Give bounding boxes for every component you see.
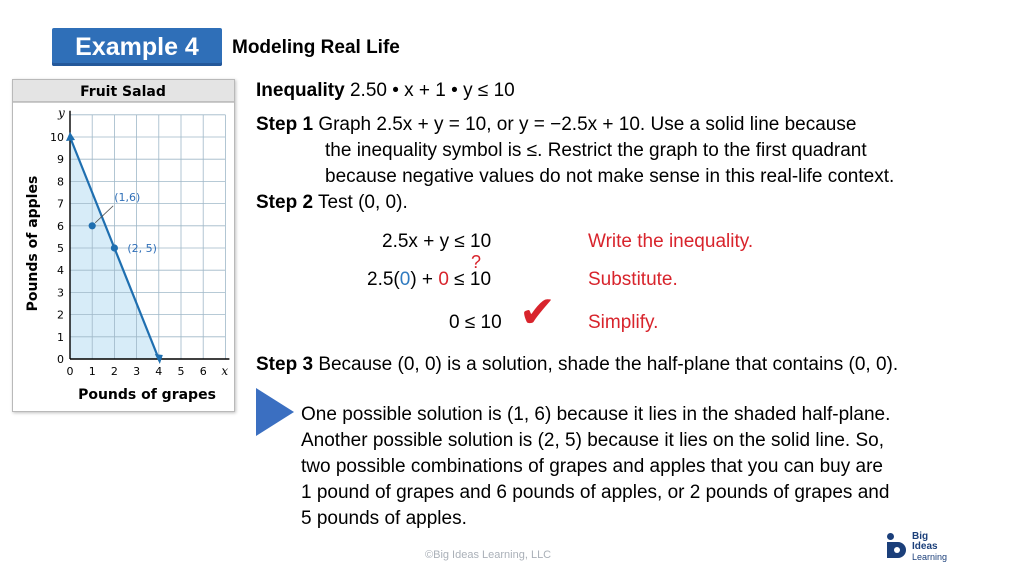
step1-label: Step 1 [256,114,314,135]
y-tick-label: 7 [57,197,64,211]
x-tick-label: 5 [177,365,185,378]
step3 [256,352,898,378]
x-tick-label: 0 [66,365,74,378]
x-tick-label: 6 [199,365,207,378]
point-1-6 [89,222,96,229]
row2-rel: ≤ 10 [454,269,492,290]
step1-line3: because negative values do not make sense in this real-life context. [325,166,895,187]
step1-line1: Graph 2.5x + y = 10, or y = −2.5x + 10. Use a solid line because [318,114,857,135]
example-badge: Example 4 [52,28,222,66]
inequality-expr: 2.50 • x + 1 • y ≤ 10 [349,80,515,101]
conclusion-line: Another possible solution is (2, 5) because it lies on the solid line. So, [301,430,884,451]
point-1-6-label: (1,6) [114,190,141,204]
row2-pre: 2.5( [367,269,400,290]
y-tick-label: 10 [50,131,64,144]
step2 [256,190,408,216]
step1-line2: the inequality symbol is ≤. Restrict the graph to the first quadrant [325,140,867,161]
step3-text: Because (0, 0) is a solution, shade the half-plane that contains (0, 0). [318,354,899,375]
y-tick-label: 8 [57,175,64,189]
step2-text: Test (0, 0). [317,192,408,213]
big-ideas-logo [884,530,956,566]
chart-svg [13,80,234,411]
step2-row2-expr [367,267,491,293]
logo-mark-icon [884,533,910,563]
conclusion-line: 1 pound of grapes and 6 pounds of apples, or 2 pounds of grapes and [301,482,890,503]
row2-mid: ) + [410,269,439,290]
y-tick-label: 4 [57,264,64,278]
conclusion-line: 5 pounds of apples. [301,508,467,529]
y-tick-label: 2 [57,308,64,322]
conclusion-line: two possible combinations of grapes and apples that you can buy are [301,456,883,477]
row2-zero-y: 0 [438,269,449,290]
lesson-title: Modeling Real Life [232,37,400,58]
play-arrow-icon [256,388,294,436]
x-tick-label: 3 [133,365,141,378]
check-icon: ✔ [519,288,556,337]
y-tick-label: 6 [57,219,64,233]
x-tick-label: 2 [110,365,118,378]
fruit-salad-graph [12,79,235,412]
chart-title: Fruit Salad [80,84,166,100]
point-2-5 [111,244,118,251]
row2-zero-x: 0 [399,269,411,290]
step2-row2-note: Substitute. [588,269,678,290]
step2-row3-note: Simplify. [588,312,659,333]
line-arrow-top [66,132,75,141]
x-axis-label: Pounds of grapes [78,387,216,403]
conclusion-line: One possible solution is (1, 6) because it lies in the shaded half-plane. [301,404,891,425]
y-tick-label: 9 [57,153,64,167]
logo-text-big: Big [912,531,929,542]
y-tick-label: 5 [57,242,64,255]
conclusion-text [301,402,890,532]
step2-row1-note: Write the inequality. [588,231,754,252]
step2-label: Step 2 [256,192,314,213]
step2-row1-expr: 2.5x + y ≤ 10 [382,231,492,252]
logo-text-learning: Learning [912,552,948,562]
inequality-label: Inequality [256,80,345,101]
step2-row3-expr: 0 ≤ 10 [449,312,502,333]
y-axis-name: y [58,105,65,120]
step1 [256,112,856,138]
y-axis-label: Pounds of apples [25,175,41,312]
y-tick-label: 1 [57,330,64,344]
x-tick-label: 4 [155,365,163,378]
inequality-line [256,78,515,104]
x-axis-name: x [221,364,229,378]
point-2-5-label: (2, 5) [127,242,157,255]
question-mark: ? [471,252,482,272]
copyright-footer: ©Big Ideas Learning, LLC [425,549,552,561]
y-tick-label: 3 [57,286,64,300]
y-tick-label: 0 [57,353,64,366]
x-tick-label: 1 [88,365,96,378]
step3-label: Step 3 [256,354,314,375]
logo-text-ideas: Ideas [912,541,938,552]
